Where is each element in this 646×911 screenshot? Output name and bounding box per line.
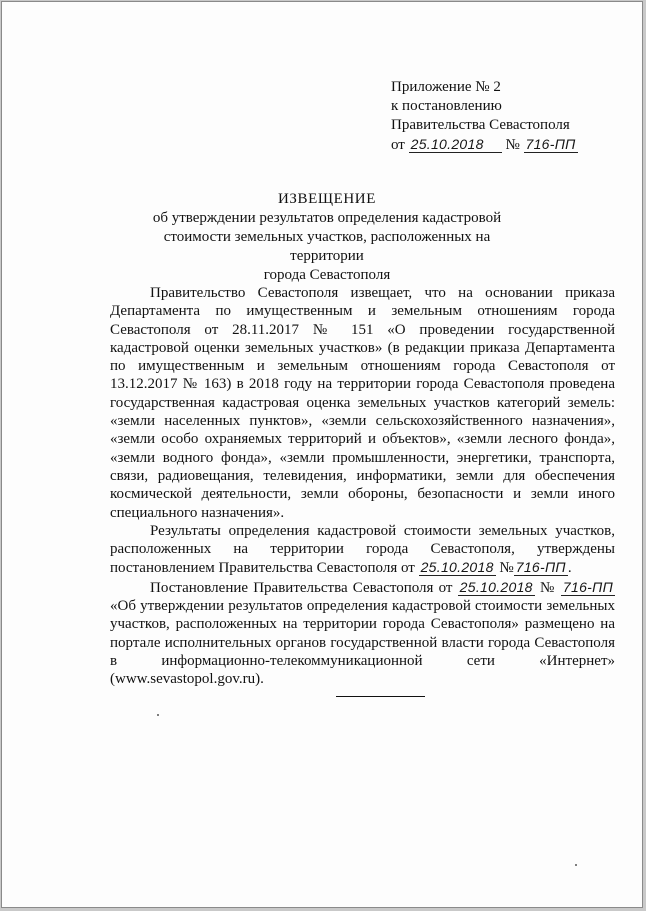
paragraph-3-number-prefix: №	[539, 579, 556, 596]
paragraph-2-number-prefix: №	[499, 560, 514, 577]
notice-subtitle-line-2: стоимости земельных участков, расположенных на территории	[163, 229, 491, 264]
paragraph-3	[110, 578, 615, 689]
scan-speck	[157, 714, 159, 716]
paragraph-3-start: Постановление Правительства Севастополя от	[150, 579, 453, 596]
paragraph-2-number: 716-ПП	[515, 559, 566, 576]
appendix-line-1: Приложение № 2	[391, 79, 501, 95]
appendix-date-line	[391, 135, 631, 155]
appendix-block	[391, 78, 631, 155]
appendix-date-prefix: от	[391, 137, 405, 153]
appendix-line-3: Правительства Севастополя	[391, 117, 570, 133]
paragraph-2-date: 25.10.2018	[420, 559, 494, 576]
notice-subtitle-line-1: об утверждении результатов определения кадастровой	[152, 210, 502, 226]
paragraph-2	[110, 522, 615, 578]
paragraph-2-end: .	[567, 560, 572, 577]
appendix-date: 25.10.2018	[409, 136, 502, 153]
notice-title: ИЗВЕЩЕНИЕ	[277, 191, 377, 207]
notice-heading	[152, 190, 502, 285]
paragraph-3-number: 716-ПП	[562, 578, 614, 595]
paragraph-3-date: 25.10.2018	[459, 578, 533, 595]
appendix-number-prefix: №	[505, 137, 520, 153]
paragraph-2-text: Результаты определения кадастровой стоимости земельных участков, расположенных на территории города Севастополя, утверждены постановлением Правительства Севастополя от	[110, 522, 615, 577]
appendix-line-2: к постановлению	[391, 98, 502, 114]
closing-rule	[336, 696, 425, 697]
paragraph-3-rest: «Об утверждении результатов определения кадастровой стоимости земельных участков, расположенных на территории города Севастополя» размещено на портале исполнительных органов государственной власти города Севастополя в информационно-телекоммуникационной сети «Интернет» (www.sevastopol.gov.ru).	[110, 598, 615, 688]
paragraph-1: Правительство Севастополя извещает, что на основании приказа Департамента по имущественным и земельным отношениям города Севастополя от 28.11.2017 № 151 «О проведении государственной кадастровой оценки земельных участков» (в редакции приказа Департамента по имущественным и земельным отношениям города Севастополя от 13.12.2017 № 163) в 2018 году на территории города Севастополя проведена государственная кадастровая оценка земельных участков категорий земель: «земли населенных пунктов», «земли сельскохозяйственного назначения», «земли особо охраняемых территорий и объектов», «земли лесного фонда», «земли водного фонда», «земли промышленности, энергетики, транспорта, связи, радиовещания, телевидения, информатики, земли для обеспечения космической деятельности, земли обороны, безопасности и земли иного специального назначения».	[110, 285, 615, 521]
document-page	[1, 1, 643, 908]
appendix-number: 716-ПП	[525, 136, 576, 152]
scan-speck	[575, 864, 577, 866]
notice-subtitle-line-3: города Севастополя	[263, 267, 391, 283]
notice-body	[110, 284, 615, 689]
